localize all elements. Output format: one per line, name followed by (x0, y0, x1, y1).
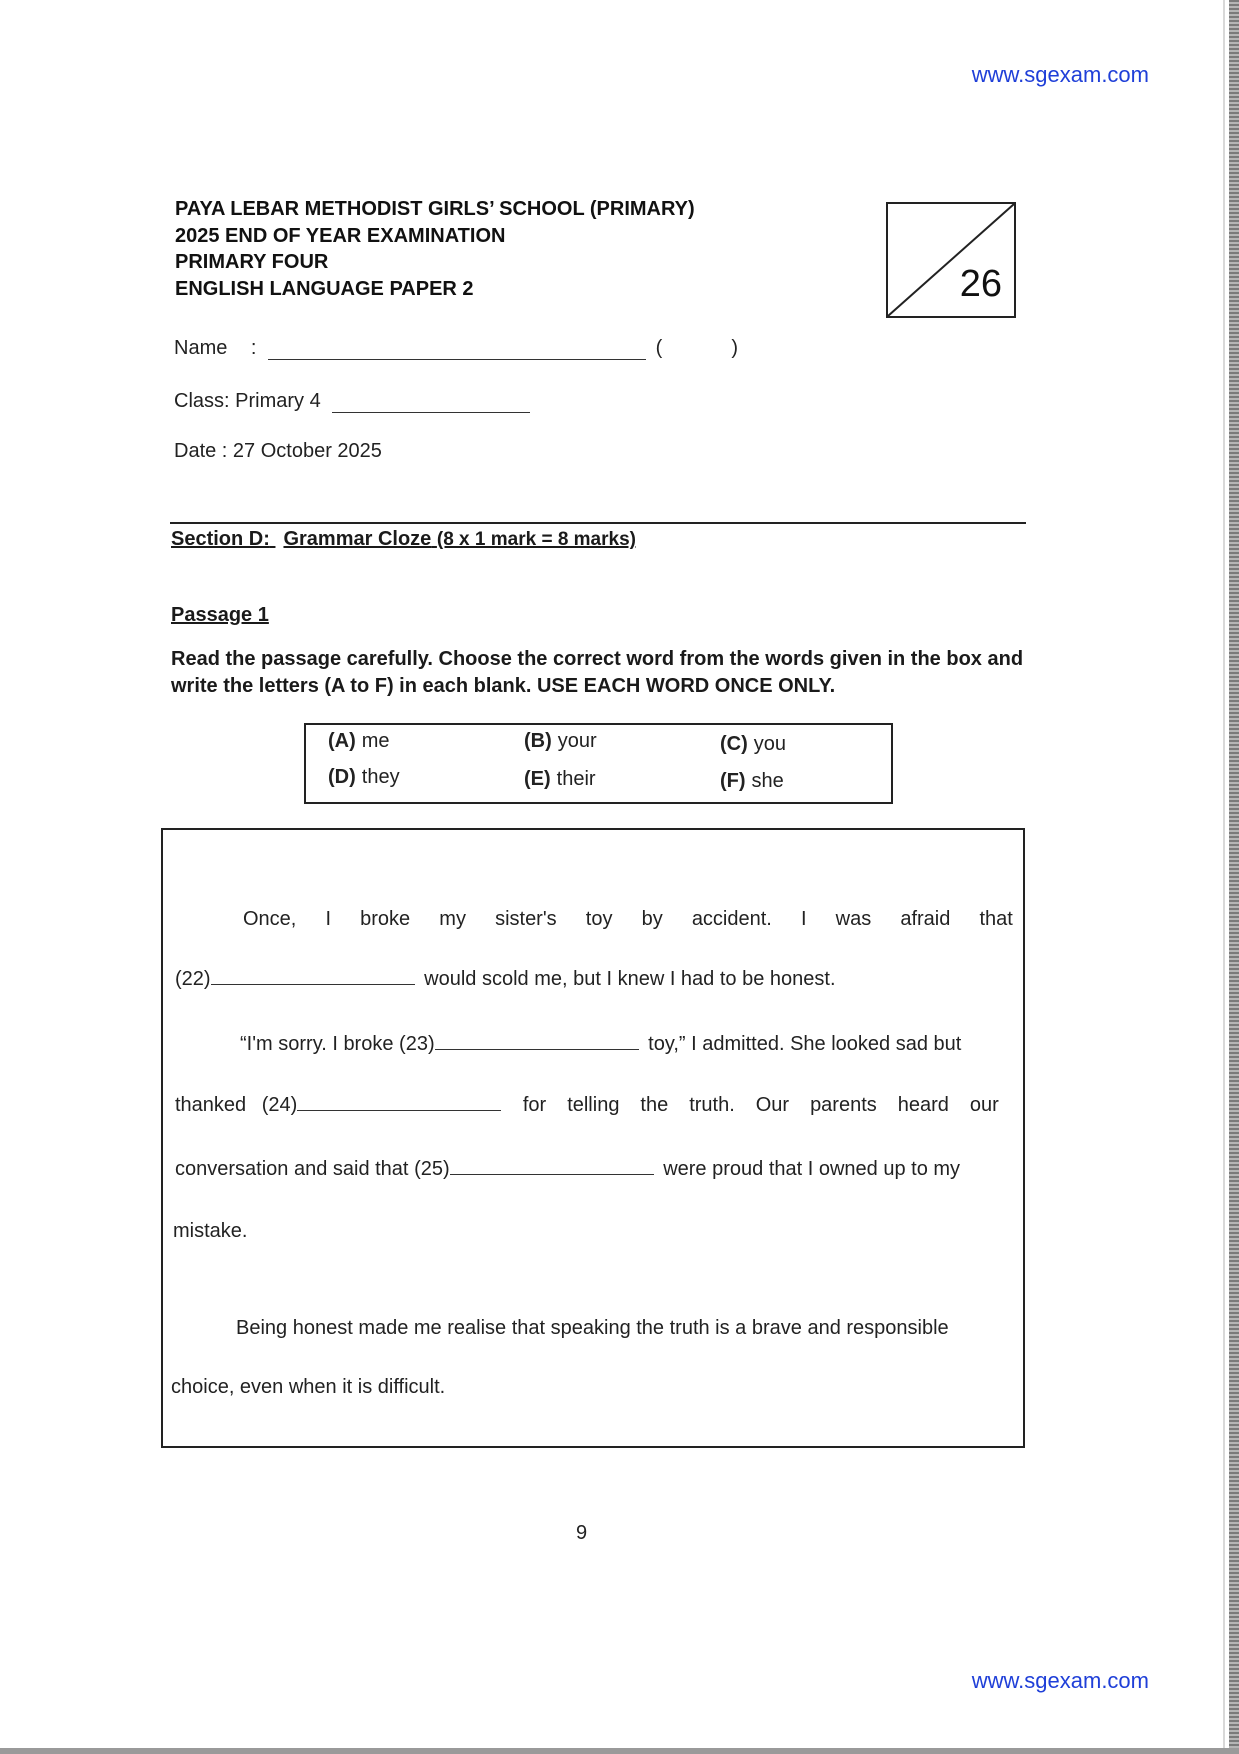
score-total: 26 (959, 263, 1002, 305)
section-name: Grammar Cloze (283, 528, 432, 550)
page-number: 9 (576, 1522, 588, 1544)
class-label: Class: Primary 4 (174, 390, 321, 412)
passage-line-2: (22) would scold me, but I knew I had to be honest. (175, 968, 836, 990)
name-blank[interactable] (268, 337, 646, 360)
word-option: (A) me (328, 730, 390, 752)
question-25-blank[interactable] (450, 1156, 654, 1175)
passage-title: Passage 1 (171, 604, 269, 626)
date-field: Date : 27 October 2025 (174, 440, 382, 462)
section-marks: (8 x 1 mark = 8 marks) (436, 529, 636, 550)
school-name: PAYA LEBAR METHODIST GIRLS’ SCHOOL (PRIMARY) (175, 198, 695, 220)
index-open: ( (655, 337, 663, 359)
question-23-number: (23) (399, 1033, 435, 1055)
name-field (174, 337, 738, 360)
question-23-blank[interactable] (435, 1031, 639, 1050)
word-option: (E) their (524, 768, 596, 790)
page-bottom-edge (0, 1748, 1239, 1754)
exam-header (175, 196, 695, 302)
class-blank[interactable] (332, 388, 530, 413)
passage-line-6: mistake. (173, 1220, 248, 1242)
passage-line-4: thanked (24) for telling the truth. Our parents heard our (175, 1094, 999, 1116)
instructions: Read the passage carefully. Choose the correct word from the words given in the box and write the letters (A to F) in each blank. USE EACH WORD ONCE ONLY. (171, 648, 1024, 697)
question-25-number: (25) (414, 1158, 450, 1180)
name-label: Name (174, 337, 228, 359)
page-edge-shadow (1229, 0, 1239, 1754)
question-24-number: (24) (261, 1094, 298, 1116)
exam-title: 2025 END OF YEAR EXAMINATION (175, 224, 506, 247)
watermark-bottom: www.sgexam.com (971, 1668, 1149, 1693)
paper-title: ENGLISH LANGUAGE PAPER 2 (175, 277, 474, 300)
section-title (171, 528, 636, 551)
passage-line-3: “I'm sorry. I broke (23) toy,” I admitted. She looked sad but (240, 1033, 962, 1055)
score-box (886, 202, 1016, 318)
word-option: (C) you (720, 733, 787, 755)
passage-line-7: Being honest made me realise that speaking the truth is a brave and responsible (236, 1317, 949, 1339)
word-option: (D) they (328, 766, 400, 788)
page-edge-line (1223, 0, 1225, 1754)
passage-line-8: choice, even when it is difficult. (171, 1376, 446, 1398)
level-title: PRIMARY FOUR (175, 251, 329, 273)
name-colon: : (250, 337, 257, 359)
question-22-number: (22) (175, 968, 211, 990)
watermark-top: www.sgexam.com (971, 62, 1149, 87)
passage-line-5: conversation and said that (25) were proud that I owned up to my (175, 1158, 961, 1180)
word-option: (F) she (720, 770, 784, 792)
index-close: ) (731, 337, 739, 359)
passage-line-1: Once, I broke my sister's toy by accident. I was afraid that (243, 908, 1013, 930)
question-22-blank[interactable] (211, 966, 415, 985)
divider (170, 522, 1026, 524)
question-24-blank[interactable] (297, 1092, 501, 1111)
word-option: (B) your (524, 730, 597, 752)
section-label: Section D: (171, 528, 270, 550)
class-field (174, 388, 530, 413)
word-bank (304, 723, 893, 804)
